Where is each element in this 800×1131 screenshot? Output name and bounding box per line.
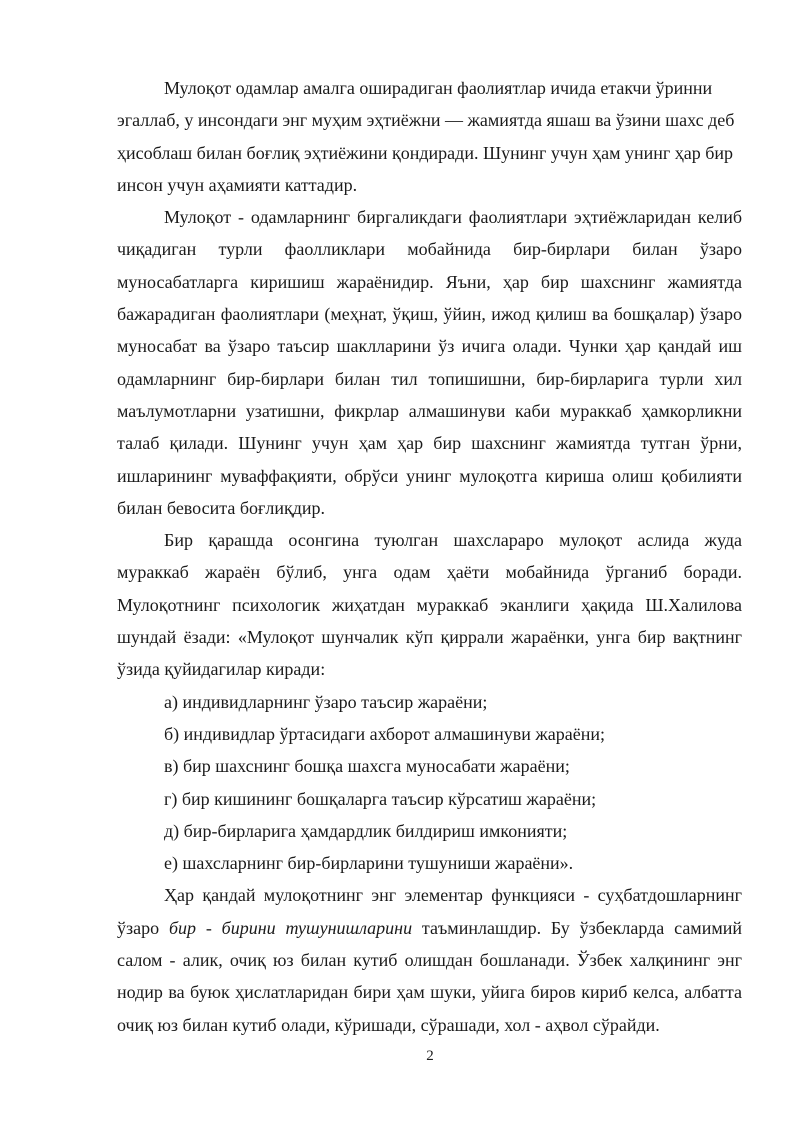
- document-body: [117, 72, 742, 1041]
- list-item-d: д) бир-бирларига ҳамдардлик билдириш имконияти;: [164, 820, 568, 841]
- paragraph-1: Мулоқот одамлар амалга оширадиган фаолиятлар ичида етакчи ўринни эгаллаб, у инсондаги энг муҳим эҳтиёжни — жамиятда яшаш ва ўзини шахс деб ҳисоблаш билан боғлиқ эҳтиёжини қондиради. Шунинг учун ҳам унинг ҳар бир инсон учун аҳамияти каттадир.: [117, 78, 735, 195]
- list-item-v: в) бир шахснинг бошқа шахсга муносабати жараёни;: [164, 756, 570, 777]
- paragraph-3: Бир қарашда осонгина туюлган шахслараро мулоқот аслида жуда мураккаб жараён бўлиб, унга одам ҳаёти мобайнида ўрганиб боради. Мулоқотнинг психологик жиҳатдан мураккаб эканлиги ҳақида Ш.Халилова шундай ёзади: «Мулоқот шунчалик кўп қиррали жараёнки, унга бир вақтнинг ўзида қуйидагилар киради:: [117, 530, 742, 680]
- list-item-g: г) бир кишининг бошқаларга таъсир кўрсатиш жараёни;: [164, 788, 597, 809]
- paragraph-4-start: Ҳар қандай мулоқотнинг энг элементар функцияси - суҳбатдошларнинг ўзаро: [117, 885, 742, 938]
- page-number: 2: [426, 1048, 434, 1064]
- list-item-a: а) индивидларнинг ўзаро таъсир жараёни;: [164, 691, 488, 712]
- paragraph-4-emphasis: бир - бирини тушунишларини: [168, 917, 413, 938]
- list-item-e: е) шахсларнинг бир-бирларини тушуниши жараёни».: [164, 853, 574, 874]
- paragraph-4: [117, 879, 742, 1040]
- paragraph-2: Мулоқот - одамларнинг биргаликдаги фаолиятлари эҳтиёжларидан келиб чиқадиган турли фаолликлари мобайнида бир-бирлари билан ўзаро муносабатларга киришиш жараёнидир. Яъни, ҳар бир шахснинг жамиятда бажарадиган фаолиятлари (меҳнат, ўқиш, ўйин, ижод қилиш ва бошқалар) ўзаро муносабат ва ўзаро таъсир шаклларини ўз ичига олади. Чунки ҳар қандай иш одамларнинг бир-бирлари билан тил топишишни, бир-бирларига турли хил маълумотларни узатишни, фикрлар алмашинуви каби мураккаб ҳамкорликни талаб қилади. Шунинг учун ҳам ҳар бир шахснинг жамиятда тутган ўрни, ишларининг муваффақияти, обрўси унинг мулоқотга кириша олиш қобилияти билан бевосита боғлиқдир.: [117, 207, 742, 518]
- paragraph-4-end: таъминлашдир. Бу ўзбекларда самимий салом - алик, очиқ юз билан кутиб олишдан бошланади. Ўзбек халқининг энг нодир ва буюк ҳислатларидан бири ҳам шуки, уйига биров кириб келса, албатта очиқ юз билан кутиб олади, кўришади, сўрашади, хол - аҳвол сўрайди.: [117, 917, 742, 1035]
- list-item-b: б) индивидлар ўртасидаги ахборот алмашинуви жараёни;: [164, 723, 605, 744]
